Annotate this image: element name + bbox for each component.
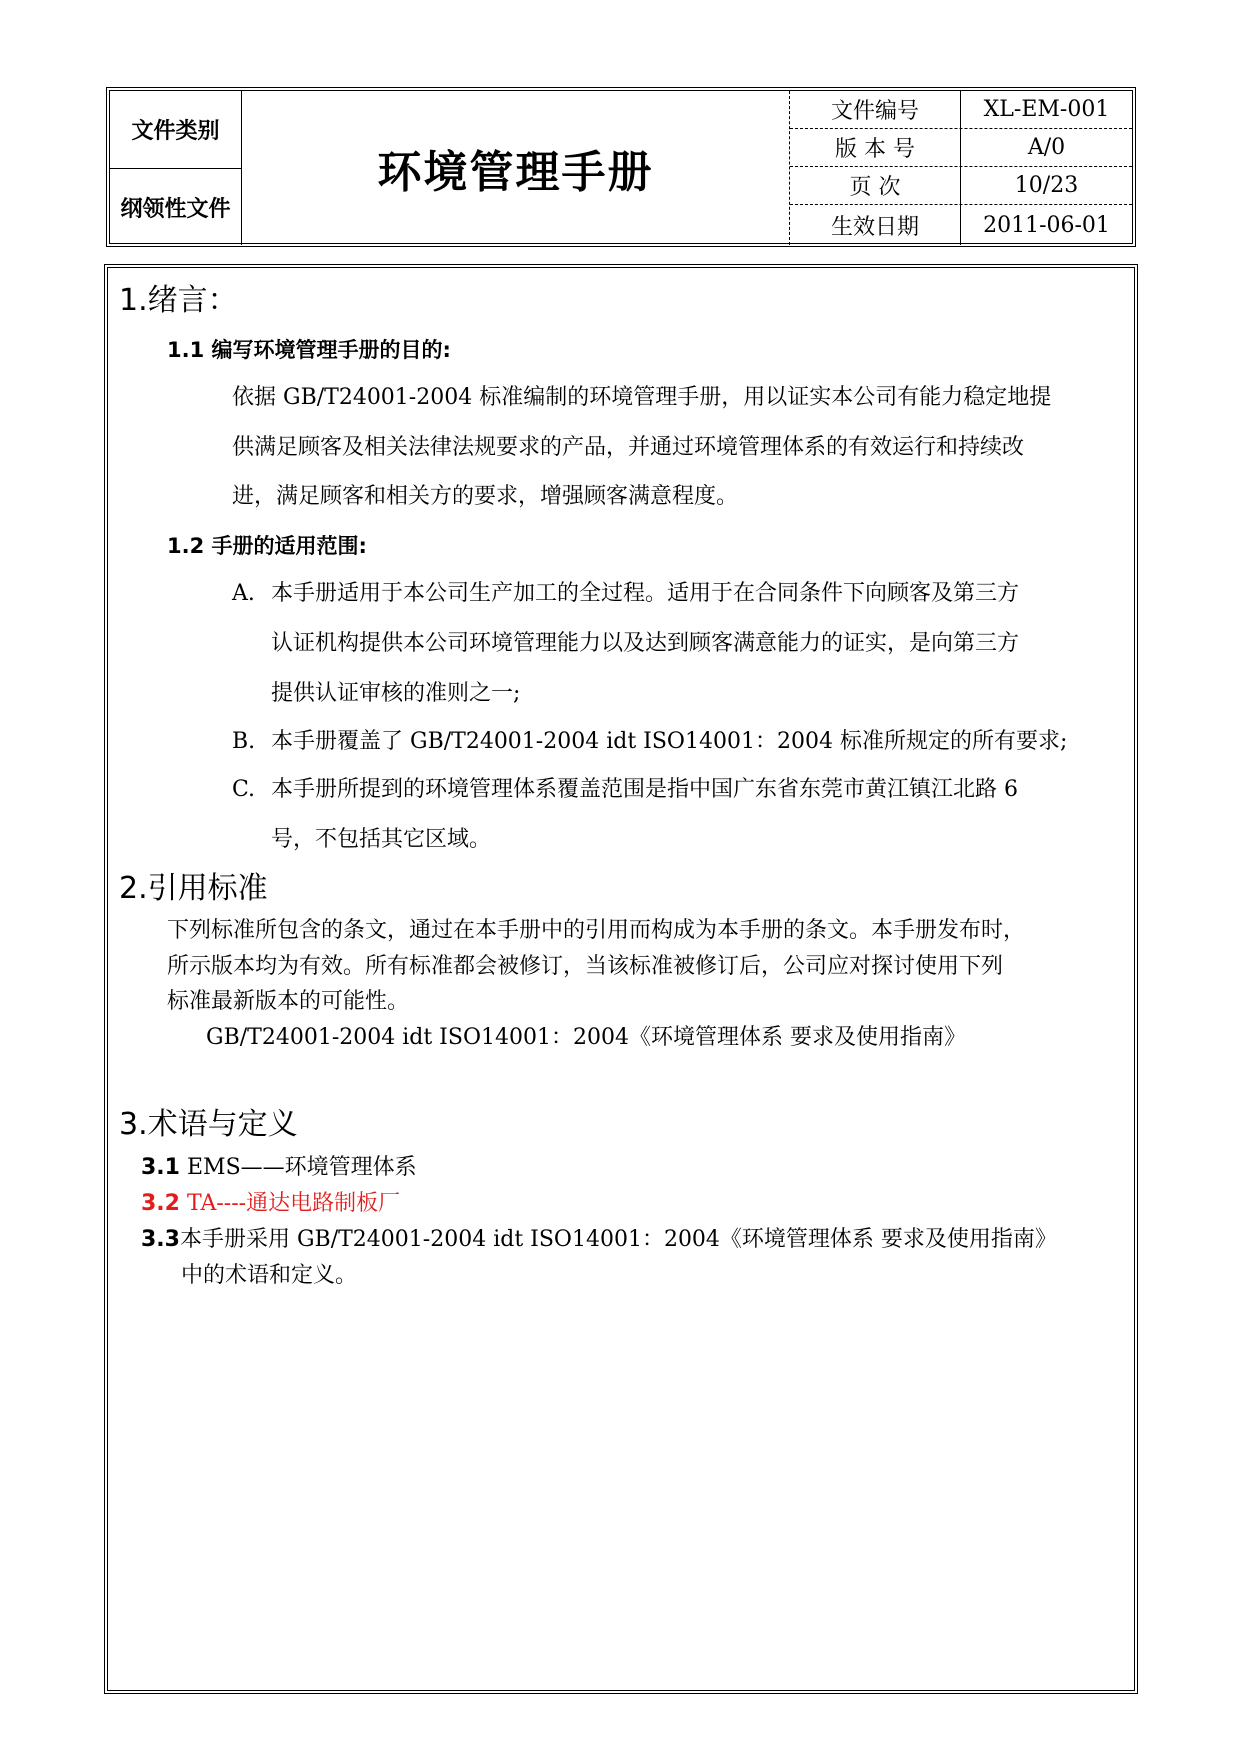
section-1-1-line: 供满足顾客及相关法律法规要求的产品，并通过环境管理体系的有效运行和持续改 [232, 435, 1025, 460]
list-marker: A. [232, 581, 255, 606]
version-label: 版 本 号 [790, 129, 961, 166]
term-number: 3.1 [141, 1155, 180, 1180]
term-text-continued: 中的术语和定义。 [181, 1263, 358, 1288]
document-title: 环境管理手册 [242, 91, 790, 245]
list-marker: C. [232, 777, 256, 802]
doc-number-label: 文件编号 [790, 91, 961, 128]
section-2-line: 所示版本均为有效。所有标准都会被修订，当该标准被修订后，公司应对探讨使用下列 [167, 954, 1004, 979]
term-text: TA----通达电路制板厂 [186, 1191, 401, 1216]
effective-date-row [790, 205, 1132, 245]
list-item-line: 本手册所提到的环境管理体系覆盖范围是指中国广东省东莞市黄江镇江北路 6 [271, 777, 1018, 802]
category-value: 纲领性文件 [110, 169, 242, 245]
term-item [141, 1193, 400, 1215]
section-1-1-title: 1.1 编写环境管理手册的目的: [167, 338, 451, 362]
list-item-line: 本手册适用于本公司生产加工的全过程。适用于在合同条件下向顾客及第三方 [271, 581, 1020, 606]
list-item-line: 认证机构提供本公司环境管理能力以及达到顾客满意能力的证实，是向第三方 [271, 631, 1020, 656]
version-value: A/0 [1027, 135, 1066, 160]
document-body-frame [104, 264, 1138, 1694]
version-row [790, 129, 1132, 167]
doc-number-row [790, 91, 1132, 129]
term-number: 3.2 [141, 1191, 180, 1216]
term-text: 本手册采用 GB/T24001-2004 idt ISO14001：2004《环境管理体系 要求及使用指南》 [179, 1227, 1057, 1252]
section-2-line: 下列标准所包含的条文，通过在本手册中的引用而构成为本手册的条文。本手册发布时， [167, 918, 1026, 943]
reference-standard: GB/T24001-2004 idt ISO14001：2004《环境管理体系 要求及使用指南》 [206, 1025, 966, 1050]
page-label: 页 次 [790, 167, 961, 204]
effective-date-value: 2011-06-01 [983, 212, 1110, 238]
list-item-line: 提供认证审核的准则之一; [271, 681, 521, 706]
list-item-line: 号，不包括其它区域。 [271, 827, 492, 852]
section-2-line: 标准最新版本的可能性。 [167, 989, 410, 1014]
section-1-1-line: 依据 GB/T24001-2004 标准编制的环境管理手册，用以证实本公司有能力稳定地提 [232, 385, 1052, 410]
term-item [141, 1157, 417, 1179]
category-label: 文件类别 [110, 91, 242, 169]
section-3-title: 3.术语与定义 [119, 1107, 298, 1142]
term-text: EMS——环境管理体系 [186, 1155, 417, 1180]
page-row [790, 167, 1132, 205]
section-1-1-line: 进，满足顾客和相关方的要求，增强顾客满意程度。 [232, 484, 739, 509]
document-header-table [106, 87, 1136, 247]
doc-number-value: XL-EM-001 [983, 97, 1110, 122]
section-1-title: 1.绪言： [119, 283, 238, 318]
effective-date-label: 生效日期 [790, 205, 961, 245]
list-item-line: 本手册覆盖了 GB/T24001-2004 idt ISO14001：2004 标准所规定的所有要求; [271, 729, 1068, 754]
term-number: 3.3 [141, 1227, 180, 1252]
term-item [141, 1229, 1057, 1251]
section-1-2-title: 1.2 手册的适用范围: [167, 534, 367, 558]
list-marker: B. [232, 729, 256, 754]
section-2-title: 2.引用标准 [119, 871, 268, 906]
page-value: 10/23 [1014, 173, 1079, 198]
